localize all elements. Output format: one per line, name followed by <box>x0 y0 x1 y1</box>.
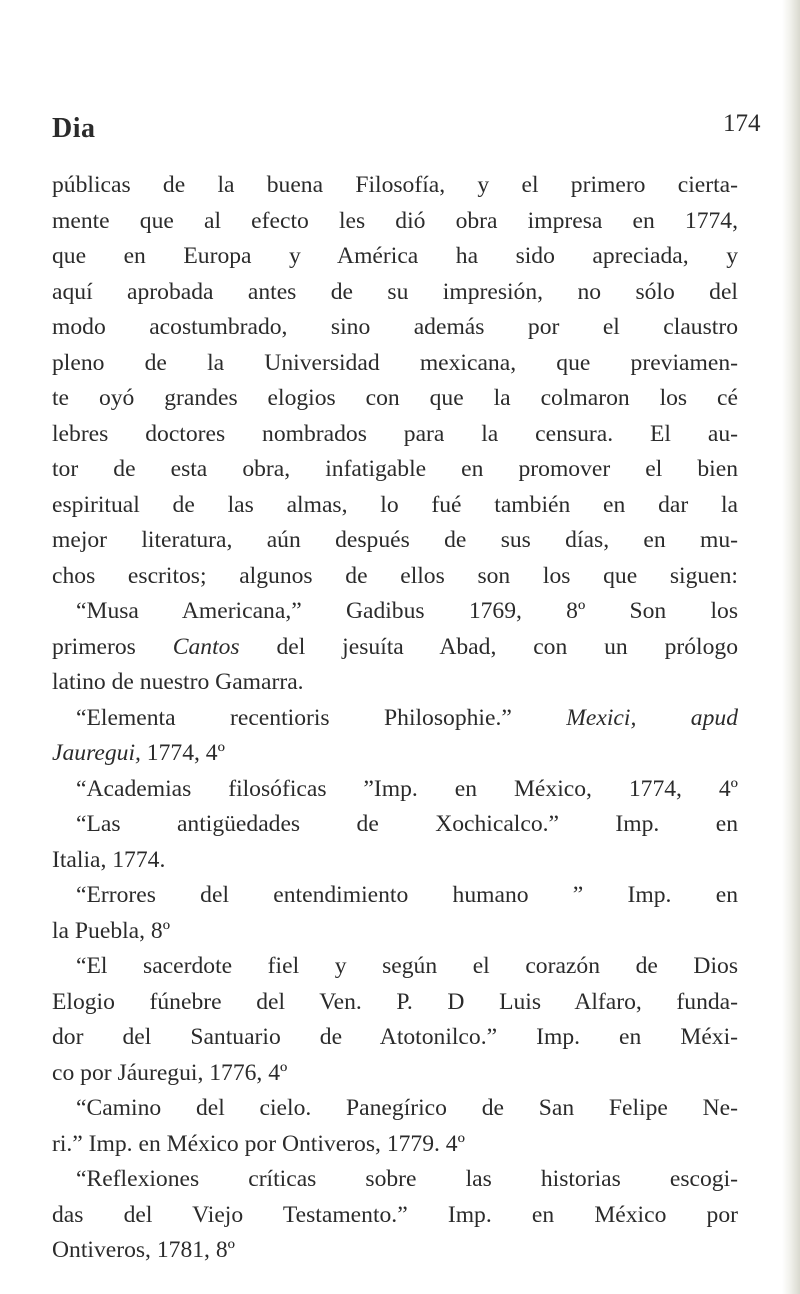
text-line: públicas de la buena Filosofía, y el primero cierta- <box>52 172 738 198</box>
body-text <box>52 168 738 1269</box>
text-line: ri.” Imp. en México por Ontiveros, 1779. 4º <box>52 1130 465 1157</box>
italic-title: Jauregui, <box>52 740 141 766</box>
text-line: chos escritos; algunos de ellos son los que siguen: <box>52 562 738 589</box>
text-line: espiritual de las almas, lo fué también en dar la <box>52 491 738 518</box>
text-line: Italia, 1774. <box>52 846 166 873</box>
text-line: das del Viejo Testamento.” Imp. en México por <box>52 1201 738 1228</box>
italic-title: Mexici, apud <box>566 704 738 731</box>
text-line: “Las antigüedades de Xochicalco.” Imp. en <box>76 811 738 837</box>
text-line: pleno de la Universidad mexicana, que previamen- <box>52 349 738 376</box>
text-line: Jauregui, 1774, 4º <box>52 740 225 766</box>
text-line: “Reflexiones críticas sobre las historias escogi- <box>76 1166 738 1192</box>
text-line: te oyó grandes elogios con que la colmaron los cé <box>52 385 738 411</box>
text-line: modo acostumbrado, sino además por el claustro <box>52 314 738 340</box>
italic-title: Cantos <box>172 633 240 660</box>
running-title: Dia <box>52 113 96 144</box>
text-line: latino de nuestro Gamarra. <box>52 669 304 695</box>
text-line: “Errores del entendimiento humano ” Imp. en <box>76 882 738 908</box>
text-line: dor del Santuario de Atotonilco.” Imp. en Méxi- <box>52 1024 738 1050</box>
text-line: lebres doctores nombrados para la censura. El au- <box>52 420 738 447</box>
text-line: Elogio fúnebre del Ven. P. D Luis Alfaro, funda- <box>52 988 738 1015</box>
text-line: “El sacerdote fiel y según el corazón de Dios <box>76 953 738 979</box>
text-line: “Academias filosóficas ”Imp. en México, 1774, 4º <box>76 775 738 802</box>
text-line: “Camino del cielo. Panegírico de San Felipe Ne- <box>76 1095 738 1121</box>
text-line: mente que al efecto les dió obra impresa en 1774, <box>52 207 738 234</box>
text-line: que en Europa y América ha sido apreciada, y <box>52 243 738 269</box>
text-line: la Puebla, 8º <box>52 917 171 944</box>
page-edge-shadow <box>782 0 800 1294</box>
text-line: “Elementa recentioris Philosophie.” Mexici, apud <box>76 704 738 731</box>
text-line: co por Jáuregui, 1776, 4º <box>52 1059 288 1086</box>
text-line: Ontiveros, 1781, 8º <box>52 1237 235 1263</box>
text-line: primeros Cantos del jesuíta Abad, con un prólogo <box>52 633 738 660</box>
text-line: “Musa Americana,” Gadibus 1769, 8º Son los <box>76 598 738 624</box>
text-line: tor de esta obra, infatigable en promover el bien <box>52 456 738 482</box>
page-number: 174 <box>723 110 761 137</box>
text-line: mejor literatura, aún después de sus días, en mu- <box>52 527 738 553</box>
text-line: aquí aprobada antes de su impresión, no sólo del <box>52 278 738 305</box>
